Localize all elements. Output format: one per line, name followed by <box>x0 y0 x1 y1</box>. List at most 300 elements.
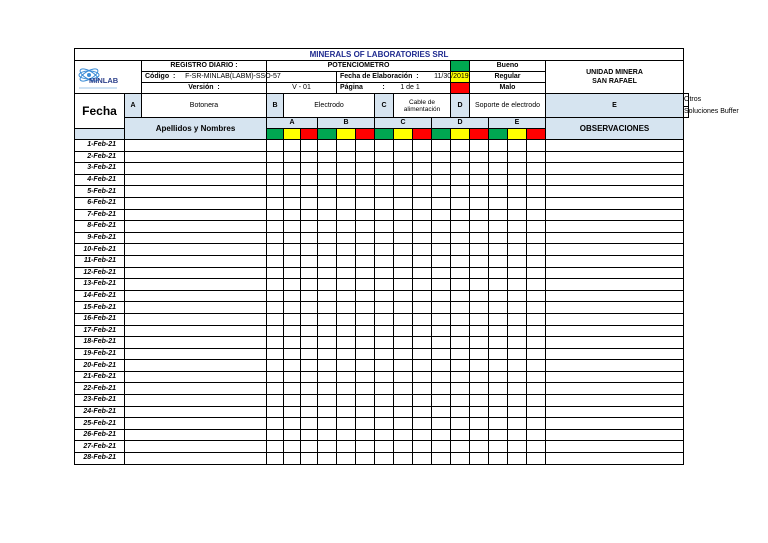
check-cell-d-yellow[interactable] <box>451 290 470 302</box>
check-cell-d-green[interactable] <box>432 221 451 233</box>
name-cell[interactable] <box>125 302 267 314</box>
check-cell-e-red[interactable] <box>527 360 546 372</box>
check-cell-e-green[interactable] <box>489 151 508 163</box>
check-cell-b-yellow[interactable] <box>337 279 356 291</box>
check-cell-b-green[interactable] <box>318 441 337 453</box>
name-cell[interactable] <box>125 325 267 337</box>
check-cell-c-green[interactable] <box>375 209 394 221</box>
check-cell-c-red[interactable] <box>413 267 432 279</box>
check-cell-a-green[interactable] <box>267 232 284 244</box>
check-cell-b-yellow[interactable] <box>337 429 356 441</box>
check-cell-a-yellow[interactable] <box>284 371 301 383</box>
check-cell-a-yellow[interactable] <box>284 395 301 407</box>
check-cell-e-red[interactable] <box>527 313 546 325</box>
check-cell-d-green[interactable] <box>432 406 451 418</box>
check-cell-e-red[interactable] <box>527 186 546 198</box>
check-cell-e-red[interactable] <box>527 441 546 453</box>
observation-cell[interactable] <box>546 337 684 349</box>
check-cell-a-red[interactable] <box>301 255 318 267</box>
check-cell-d-yellow[interactable] <box>451 383 470 395</box>
name-cell[interactable] <box>125 337 267 349</box>
check-cell-b-red[interactable] <box>356 348 375 360</box>
check-cell-a-red[interactable] <box>301 151 318 163</box>
observation-cell[interactable] <box>546 383 684 395</box>
check-cell-d-red[interactable] <box>470 418 489 430</box>
check-cell-b-yellow[interactable] <box>337 244 356 256</box>
check-cell-b-red[interactable] <box>356 255 375 267</box>
check-cell-e-yellow[interactable] <box>508 348 527 360</box>
check-cell-c-yellow[interactable] <box>394 232 413 244</box>
check-cell-e-green[interactable] <box>489 255 508 267</box>
check-cell-c-green[interactable] <box>375 441 394 453</box>
check-cell-d-green[interactable] <box>432 163 451 175</box>
check-cell-d-green[interactable] <box>432 441 451 453</box>
check-cell-d-green[interactable] <box>432 325 451 337</box>
check-cell-b-yellow[interactable] <box>337 453 356 465</box>
check-cell-b-red[interactable] <box>356 221 375 233</box>
check-cell-b-yellow[interactable] <box>337 174 356 186</box>
check-cell-e-green[interactable] <box>489 453 508 465</box>
check-cell-b-red[interactable] <box>356 429 375 441</box>
check-cell-b-green[interactable] <box>318 348 337 360</box>
check-cell-e-red[interactable] <box>527 429 546 441</box>
name-cell[interactable] <box>125 174 267 186</box>
check-cell-c-green[interactable] <box>375 429 394 441</box>
check-cell-e-green[interactable] <box>489 360 508 372</box>
check-cell-e-yellow[interactable] <box>508 290 527 302</box>
check-cell-c-yellow[interactable] <box>394 348 413 360</box>
observation-cell[interactable] <box>546 441 684 453</box>
check-cell-d-yellow[interactable] <box>451 197 470 209</box>
check-cell-b-red[interactable] <box>356 244 375 256</box>
check-cell-c-red[interactable] <box>413 197 432 209</box>
check-cell-a-red[interactable] <box>301 348 318 360</box>
check-cell-a-green[interactable] <box>267 221 284 233</box>
check-cell-a-green[interactable] <box>267 163 284 175</box>
check-cell-d-green[interactable] <box>432 383 451 395</box>
check-cell-e-yellow[interactable] <box>508 383 527 395</box>
check-cell-d-yellow[interactable] <box>451 371 470 383</box>
observation-cell[interactable] <box>546 221 684 233</box>
observation-cell[interactable] <box>546 279 684 291</box>
check-cell-c-green[interactable] <box>375 279 394 291</box>
observation-cell[interactable] <box>546 197 684 209</box>
name-cell[interactable] <box>125 313 267 325</box>
name-cell[interactable] <box>125 383 267 395</box>
check-cell-c-yellow[interactable] <box>394 197 413 209</box>
name-cell[interactable] <box>125 290 267 302</box>
check-cell-b-yellow[interactable] <box>337 313 356 325</box>
check-cell-c-yellow[interactable] <box>394 255 413 267</box>
check-cell-e-green[interactable] <box>489 209 508 221</box>
check-cell-d-red[interactable] <box>470 174 489 186</box>
check-cell-d-red[interactable] <box>470 221 489 233</box>
check-cell-d-red[interactable] <box>470 302 489 314</box>
check-cell-a-yellow[interactable] <box>284 197 301 209</box>
check-cell-a-yellow[interactable] <box>284 279 301 291</box>
name-cell[interactable] <box>125 395 267 407</box>
observation-cell[interactable] <box>546 429 684 441</box>
check-cell-b-green[interactable] <box>318 267 337 279</box>
check-cell-d-green[interactable] <box>432 313 451 325</box>
check-cell-c-green[interactable] <box>375 337 394 349</box>
check-cell-b-yellow[interactable] <box>337 197 356 209</box>
check-cell-a-red[interactable] <box>301 174 318 186</box>
check-cell-a-red[interactable] <box>301 221 318 233</box>
check-cell-b-green[interactable] <box>318 197 337 209</box>
check-cell-b-green[interactable] <box>318 279 337 291</box>
check-cell-c-red[interactable] <box>413 337 432 349</box>
check-cell-c-yellow[interactable] <box>394 279 413 291</box>
check-cell-e-green[interactable] <box>489 221 508 233</box>
check-cell-b-green[interactable] <box>318 360 337 372</box>
check-cell-a-red[interactable] <box>301 406 318 418</box>
check-cell-a-red[interactable] <box>301 429 318 441</box>
check-cell-e-red[interactable] <box>527 255 546 267</box>
check-cell-b-green[interactable] <box>318 255 337 267</box>
check-cell-d-red[interactable] <box>470 140 489 152</box>
check-cell-e-red[interactable] <box>527 302 546 314</box>
check-cell-d-red[interactable] <box>470 337 489 349</box>
check-cell-c-red[interactable] <box>413 313 432 325</box>
observation-cell[interactable] <box>546 244 684 256</box>
observation-cell[interactable] <box>546 348 684 360</box>
check-cell-b-green[interactable] <box>318 406 337 418</box>
check-cell-a-green[interactable] <box>267 267 284 279</box>
check-cell-a-red[interactable] <box>301 232 318 244</box>
check-cell-a-yellow[interactable] <box>284 151 301 163</box>
check-cell-d-green[interactable] <box>432 244 451 256</box>
check-cell-a-red[interactable] <box>301 290 318 302</box>
check-cell-a-red[interactable] <box>301 371 318 383</box>
check-cell-c-red[interactable] <box>413 174 432 186</box>
check-cell-a-yellow[interactable] <box>284 313 301 325</box>
check-cell-b-yellow[interactable] <box>337 267 356 279</box>
name-cell[interactable] <box>125 255 267 267</box>
name-cell[interactable] <box>125 441 267 453</box>
check-cell-e-green[interactable] <box>489 267 508 279</box>
check-cell-e-green[interactable] <box>489 337 508 349</box>
check-cell-a-red[interactable] <box>301 395 318 407</box>
check-cell-c-green[interactable] <box>375 140 394 152</box>
check-cell-a-yellow[interactable] <box>284 221 301 233</box>
name-cell[interactable] <box>125 163 267 175</box>
check-cell-e-red[interactable] <box>527 140 546 152</box>
check-cell-e-red[interactable] <box>527 232 546 244</box>
check-cell-c-green[interactable] <box>375 163 394 175</box>
check-cell-c-green[interactable] <box>375 232 394 244</box>
check-cell-d-yellow[interactable] <box>451 232 470 244</box>
check-cell-d-red[interactable] <box>470 151 489 163</box>
check-cell-c-red[interactable] <box>413 290 432 302</box>
check-cell-c-yellow[interactable] <box>394 313 413 325</box>
check-cell-d-yellow[interactable] <box>451 337 470 349</box>
check-cell-c-yellow[interactable] <box>394 418 413 430</box>
name-cell[interactable] <box>125 244 267 256</box>
check-cell-b-green[interactable] <box>318 371 337 383</box>
check-cell-e-yellow[interactable] <box>508 151 527 163</box>
check-cell-c-green[interactable] <box>375 360 394 372</box>
check-cell-e-green[interactable] <box>489 383 508 395</box>
check-cell-b-green[interactable] <box>318 140 337 152</box>
check-cell-e-red[interactable] <box>527 383 546 395</box>
check-cell-a-yellow[interactable] <box>284 360 301 372</box>
check-cell-a-green[interactable] <box>267 325 284 337</box>
check-cell-e-yellow[interactable] <box>508 232 527 244</box>
check-cell-c-red[interactable] <box>413 360 432 372</box>
check-cell-d-yellow[interactable] <box>451 406 470 418</box>
check-cell-a-red[interactable] <box>301 197 318 209</box>
check-cell-b-red[interactable] <box>356 360 375 372</box>
check-cell-b-red[interactable] <box>356 140 375 152</box>
check-cell-b-red[interactable] <box>356 174 375 186</box>
check-cell-a-green[interactable] <box>267 151 284 163</box>
check-cell-d-red[interactable] <box>470 209 489 221</box>
check-cell-d-yellow[interactable] <box>451 140 470 152</box>
check-cell-d-green[interactable] <box>432 255 451 267</box>
check-cell-a-yellow[interactable] <box>284 255 301 267</box>
check-cell-a-red[interactable] <box>301 383 318 395</box>
check-cell-d-red[interactable] <box>470 267 489 279</box>
check-cell-c-yellow[interactable] <box>394 337 413 349</box>
check-cell-c-red[interactable] <box>413 406 432 418</box>
check-cell-c-yellow[interactable] <box>394 383 413 395</box>
check-cell-a-red[interactable] <box>301 418 318 430</box>
check-cell-d-yellow[interactable] <box>451 325 470 337</box>
check-cell-d-yellow[interactable] <box>451 302 470 314</box>
observation-cell[interactable] <box>546 232 684 244</box>
check-cell-e-yellow[interactable] <box>508 174 527 186</box>
check-cell-d-red[interactable] <box>470 371 489 383</box>
check-cell-e-red[interactable] <box>527 209 546 221</box>
check-cell-b-red[interactable] <box>356 313 375 325</box>
check-cell-b-green[interactable] <box>318 325 337 337</box>
check-cell-d-yellow[interactable] <box>451 395 470 407</box>
check-cell-c-green[interactable] <box>375 221 394 233</box>
check-cell-e-green[interactable] <box>489 371 508 383</box>
check-cell-c-red[interactable] <box>413 371 432 383</box>
check-cell-d-red[interactable] <box>470 163 489 175</box>
check-cell-e-yellow[interactable] <box>508 360 527 372</box>
check-cell-d-green[interactable] <box>432 337 451 349</box>
check-cell-b-green[interactable] <box>318 418 337 430</box>
check-cell-e-yellow[interactable] <box>508 325 527 337</box>
check-cell-a-yellow[interactable] <box>284 186 301 198</box>
check-cell-a-red[interactable] <box>301 140 318 152</box>
check-cell-b-yellow[interactable] <box>337 140 356 152</box>
check-cell-a-yellow[interactable] <box>284 337 301 349</box>
check-cell-e-yellow[interactable] <box>508 267 527 279</box>
check-cell-d-yellow[interactable] <box>451 348 470 360</box>
check-cell-c-yellow[interactable] <box>394 151 413 163</box>
check-cell-b-red[interactable] <box>356 325 375 337</box>
check-cell-e-green[interactable] <box>489 163 508 175</box>
check-cell-a-yellow[interactable] <box>284 325 301 337</box>
check-cell-c-green[interactable] <box>375 197 394 209</box>
check-cell-a-red[interactable] <box>301 441 318 453</box>
check-cell-e-red[interactable] <box>527 174 546 186</box>
check-cell-c-green[interactable] <box>375 406 394 418</box>
check-cell-b-red[interactable] <box>356 383 375 395</box>
check-cell-d-yellow[interactable] <box>451 221 470 233</box>
name-cell[interactable] <box>125 186 267 198</box>
check-cell-b-yellow[interactable] <box>337 348 356 360</box>
check-cell-b-yellow[interactable] <box>337 255 356 267</box>
check-cell-e-yellow[interactable] <box>508 140 527 152</box>
check-cell-a-red[interactable] <box>301 360 318 372</box>
check-cell-d-yellow[interactable] <box>451 151 470 163</box>
check-cell-e-green[interactable] <box>489 441 508 453</box>
check-cell-d-red[interactable] <box>470 313 489 325</box>
check-cell-b-yellow[interactable] <box>337 406 356 418</box>
check-cell-a-green[interactable] <box>267 255 284 267</box>
check-cell-e-red[interactable] <box>527 244 546 256</box>
check-cell-e-yellow[interactable] <box>508 441 527 453</box>
name-cell[interactable] <box>125 418 267 430</box>
observation-cell[interactable] <box>546 140 684 152</box>
check-cell-d-yellow[interactable] <box>451 163 470 175</box>
check-cell-b-yellow[interactable] <box>337 337 356 349</box>
check-cell-d-green[interactable] <box>432 174 451 186</box>
check-cell-c-red[interactable] <box>413 325 432 337</box>
check-cell-e-yellow[interactable] <box>508 279 527 291</box>
name-cell[interactable] <box>125 140 267 152</box>
check-cell-e-yellow[interactable] <box>508 209 527 221</box>
check-cell-b-yellow[interactable] <box>337 418 356 430</box>
check-cell-d-yellow[interactable] <box>451 418 470 430</box>
check-cell-c-yellow[interactable] <box>394 302 413 314</box>
check-cell-c-yellow[interactable] <box>394 140 413 152</box>
observation-cell[interactable] <box>546 360 684 372</box>
check-cell-b-yellow[interactable] <box>337 360 356 372</box>
check-cell-d-red[interactable] <box>470 383 489 395</box>
check-cell-e-red[interactable] <box>527 395 546 407</box>
name-cell[interactable] <box>125 406 267 418</box>
check-cell-a-red[interactable] <box>301 279 318 291</box>
check-cell-a-green[interactable] <box>267 429 284 441</box>
check-cell-b-green[interactable] <box>318 290 337 302</box>
check-cell-e-green[interactable] <box>489 418 508 430</box>
check-cell-c-red[interactable] <box>413 441 432 453</box>
check-cell-c-red[interactable] <box>413 232 432 244</box>
check-cell-a-yellow[interactable] <box>284 267 301 279</box>
check-cell-a-yellow[interactable] <box>284 209 301 221</box>
check-cell-e-red[interactable] <box>527 290 546 302</box>
check-cell-c-red[interactable] <box>413 163 432 175</box>
check-cell-d-red[interactable] <box>470 244 489 256</box>
check-cell-c-red[interactable] <box>413 453 432 465</box>
check-cell-c-green[interactable] <box>375 453 394 465</box>
check-cell-d-green[interactable] <box>432 302 451 314</box>
check-cell-e-red[interactable] <box>527 221 546 233</box>
check-cell-a-yellow[interactable] <box>284 348 301 360</box>
check-cell-d-yellow[interactable] <box>451 255 470 267</box>
check-cell-d-green[interactable] <box>432 267 451 279</box>
check-cell-a-yellow[interactable] <box>284 406 301 418</box>
check-cell-b-red[interactable] <box>356 209 375 221</box>
check-cell-c-yellow[interactable] <box>394 290 413 302</box>
observation-cell[interactable] <box>546 453 684 465</box>
check-cell-d-red[interactable] <box>470 429 489 441</box>
check-cell-e-green[interactable] <box>489 302 508 314</box>
check-cell-d-green[interactable] <box>432 197 451 209</box>
check-cell-b-green[interactable] <box>318 395 337 407</box>
check-cell-e-yellow[interactable] <box>508 163 527 175</box>
check-cell-c-yellow[interactable] <box>394 163 413 175</box>
check-cell-e-green[interactable] <box>489 197 508 209</box>
check-cell-d-yellow[interactable] <box>451 313 470 325</box>
check-cell-e-yellow[interactable] <box>508 395 527 407</box>
check-cell-e-green[interactable] <box>489 313 508 325</box>
check-cell-e-green[interactable] <box>489 290 508 302</box>
check-cell-b-red[interactable] <box>356 290 375 302</box>
check-cell-a-red[interactable] <box>301 337 318 349</box>
check-cell-e-green[interactable] <box>489 395 508 407</box>
check-cell-b-green[interactable] <box>318 163 337 175</box>
name-cell[interactable] <box>125 151 267 163</box>
check-cell-a-yellow[interactable] <box>284 244 301 256</box>
check-cell-d-green[interactable] <box>432 395 451 407</box>
check-cell-b-red[interactable] <box>356 418 375 430</box>
check-cell-c-red[interactable] <box>413 209 432 221</box>
check-cell-e-green[interactable] <box>489 174 508 186</box>
check-cell-b-red[interactable] <box>356 232 375 244</box>
check-cell-d-red[interactable] <box>470 406 489 418</box>
check-cell-e-red[interactable] <box>527 406 546 418</box>
observation-cell[interactable] <box>546 418 684 430</box>
check-cell-a-green[interactable] <box>267 244 284 256</box>
check-cell-e-red[interactable] <box>527 279 546 291</box>
check-cell-c-yellow[interactable] <box>394 429 413 441</box>
check-cell-b-yellow[interactable] <box>337 209 356 221</box>
check-cell-c-yellow[interactable] <box>394 453 413 465</box>
check-cell-e-red[interactable] <box>527 267 546 279</box>
check-cell-b-green[interactable] <box>318 383 337 395</box>
check-cell-b-red[interactable] <box>356 406 375 418</box>
check-cell-b-red[interactable] <box>356 151 375 163</box>
check-cell-b-green[interactable] <box>318 209 337 221</box>
check-cell-d-red[interactable] <box>470 453 489 465</box>
check-cell-e-yellow[interactable] <box>508 313 527 325</box>
check-cell-a-red[interactable] <box>301 453 318 465</box>
check-cell-e-green[interactable] <box>489 232 508 244</box>
check-cell-b-red[interactable] <box>356 453 375 465</box>
check-cell-c-red[interactable] <box>413 186 432 198</box>
check-cell-c-red[interactable] <box>413 244 432 256</box>
check-cell-d-green[interactable] <box>432 348 451 360</box>
name-cell[interactable] <box>125 232 267 244</box>
check-cell-d-green[interactable] <box>432 140 451 152</box>
check-cell-b-yellow[interactable] <box>337 383 356 395</box>
check-cell-e-yellow[interactable] <box>508 429 527 441</box>
check-cell-a-green[interactable] <box>267 174 284 186</box>
check-cell-b-red[interactable] <box>356 302 375 314</box>
observation-cell[interactable] <box>546 267 684 279</box>
check-cell-c-red[interactable] <box>413 418 432 430</box>
check-cell-b-yellow[interactable] <box>337 325 356 337</box>
check-cell-e-yellow[interactable] <box>508 406 527 418</box>
check-cell-d-green[interactable] <box>432 232 451 244</box>
check-cell-c-green[interactable] <box>375 371 394 383</box>
check-cell-c-red[interactable] <box>413 348 432 360</box>
check-cell-d-red[interactable] <box>470 186 489 198</box>
check-cell-c-green[interactable] <box>375 395 394 407</box>
check-cell-c-red[interactable] <box>413 279 432 291</box>
check-cell-e-red[interactable] <box>527 325 546 337</box>
check-cell-d-yellow[interactable] <box>451 209 470 221</box>
check-cell-d-green[interactable] <box>432 418 451 430</box>
check-cell-b-green[interactable] <box>318 453 337 465</box>
